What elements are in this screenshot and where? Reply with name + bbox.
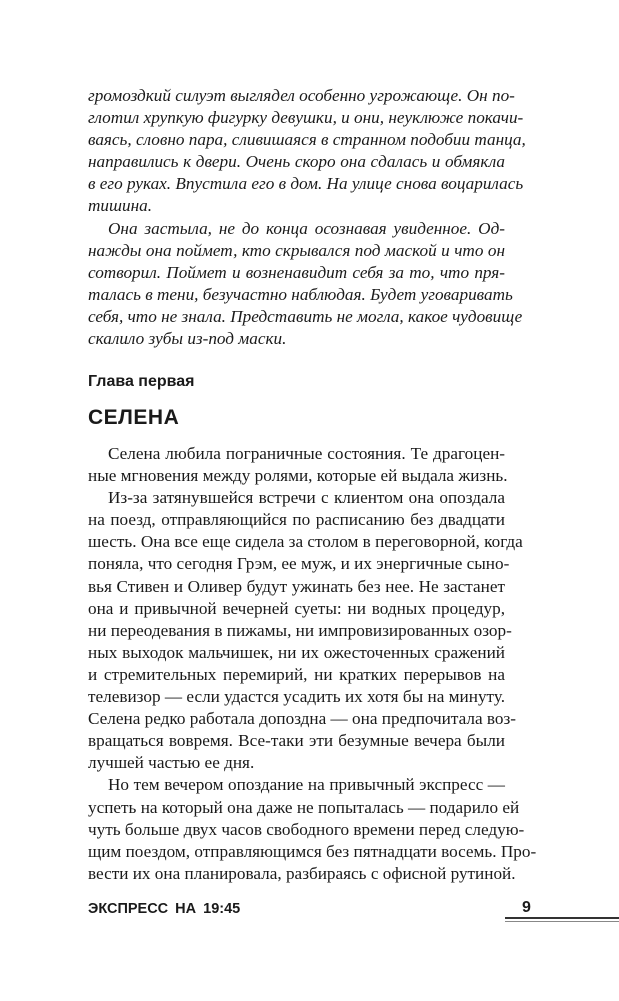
- text-line: успеть на который она даже не попыталась — подарило ей: [88, 797, 520, 817]
- text-line: Из-за затянувшейся встречи с клиентом она опоздала: [108, 488, 505, 508]
- text-line: нажды она поймет, кто скрывался под маской и что он: [88, 240, 505, 260]
- text-line: в его руках. Впустила его в дом. На улице снова воцарилась: [88, 174, 524, 194]
- text-line: на поезд, отправляющийся по расписанию без двадцати: [88, 510, 505, 530]
- text-line: Селена редко работала допоздна — она предпочитала воз-: [88, 709, 516, 729]
- text-line: талась в тени, безучастно наблюдая. Будет уговаривать: [88, 284, 513, 304]
- text-line: себя, что не знала. Представить не могла, какое чудовище: [88, 306, 523, 326]
- text-line: вья Стивен и Оливер будут ужинать без нее. Не застанет: [88, 576, 505, 596]
- text-line: глотил хрупкую фигурку девушки, и они, неуклюже покачи-: [88, 108, 524, 128]
- text-line: ные мгновения между ролями, которые ей выдала жизнь.: [88, 466, 508, 486]
- text-line: ваясь, словно пара, сливишаяся в странном подобии танца,: [88, 130, 526, 150]
- text-line: скалило зубы из-под маски.: [88, 329, 287, 349]
- text-line: телевизор — если удастся усадить их хотя бы на минуту.: [88, 687, 505, 707]
- text-line: и стремительных перемирий, ни кратких перерывов на: [88, 664, 505, 684]
- text-line: щим поездом, отправляющимся без пятнадцати восемь. Про-: [88, 841, 537, 861]
- text-line: Она застыла, не до конца осознавая увиденное. Од-: [108, 218, 505, 238]
- text-line: чуть больше двух часов свободного времени перед следую-: [88, 819, 525, 839]
- chapter-body-text: [88, 443, 537, 885]
- prologue-text: [88, 85, 526, 350]
- footer-rule: [505, 917, 619, 919]
- text-line: громоздкий силуэт выглядел особенно угрожающе. Он по-: [88, 86, 515, 105]
- text-line: она и привычной вечерней суеты: ни водных процедур,: [88, 598, 505, 618]
- text-line: сотворил. Поймет и возненавидит себя за то, что пря-: [88, 262, 505, 282]
- text-line: Но тем вечером опоздание на привычный экспресс —: [108, 775, 505, 795]
- chapter-title: СЕЛЕНА: [88, 406, 180, 429]
- text-line: вести их она планировала, разбираясь с офисной рутиной.: [88, 863, 516, 883]
- running-title: ЭКСПРЕСС НА 19:45: [88, 901, 241, 917]
- text-line: лучшей частью ее дня.: [88, 753, 255, 773]
- chapter-label: Глава первая: [88, 373, 195, 390]
- text-line: Селена любила пограничные состояния. Те драгоцен-: [108, 444, 505, 463]
- text-line: шесть. Она все еще сидела за столом в переговорной, когда: [88, 532, 523, 552]
- text-line: вращаться вовремя. Все-таки эти безумные вечера были: [88, 731, 505, 751]
- text-line: тишина.: [88, 196, 152, 216]
- text-line: ных выходок мальчишек, ни их ожесточенных сражений: [88, 642, 505, 662]
- text-line: поняла, что сегодня Грэм, ее муж, и их энергичные сыно-: [88, 554, 510, 574]
- text-line: ни переодевания в пижамы, ни импровизированных озор-: [88, 620, 512, 640]
- footer-rule-thin: [505, 921, 619, 922]
- page-number: 9: [522, 899, 531, 916]
- text-line: направились к двери. Очень скоро она сдалась и обмякла: [88, 152, 505, 172]
